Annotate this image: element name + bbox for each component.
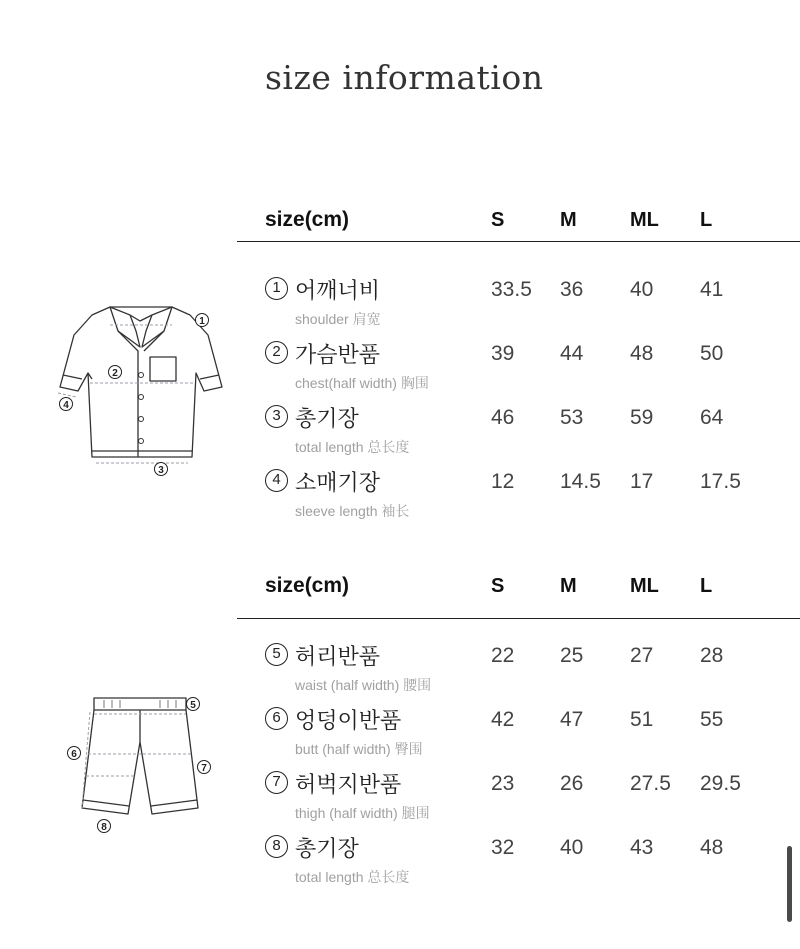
shirt-marker-3-text: 3 xyxy=(158,465,164,476)
measure-sublabel: total length 总长度 xyxy=(295,439,410,455)
value-m: 40 xyxy=(560,836,584,859)
shirt-marker-1 xyxy=(196,314,209,328)
shorts-marker-8-text: 8 xyxy=(101,822,107,833)
value-l: 29.5 xyxy=(700,772,741,795)
header-caption: size(cm) xyxy=(265,574,350,597)
measure-number: 6 xyxy=(265,707,288,730)
measure-label: 허리반품 xyxy=(295,645,381,670)
shirt-marker-4-text: 4 xyxy=(63,400,69,411)
value-ml: 48 xyxy=(630,342,654,365)
value-s: 23 xyxy=(491,772,515,795)
shorts-illustration xyxy=(62,690,222,840)
page-title: size information xyxy=(265,58,544,97)
value-l: 17.5 xyxy=(700,470,741,493)
shirt-illustration xyxy=(52,295,227,480)
measure-label: 엉덩이반품 xyxy=(295,709,402,734)
value-s: 42 xyxy=(491,708,515,731)
col-s: S xyxy=(491,209,505,231)
shorts-marker-6 xyxy=(68,747,81,761)
col-l: L xyxy=(700,575,713,597)
measure-number: 8 xyxy=(265,835,288,858)
shorts-marker-5-text: 5 xyxy=(190,700,196,711)
value-s: 39 xyxy=(491,342,515,365)
col-s: S xyxy=(491,575,505,597)
measure-number: 4 xyxy=(265,469,288,492)
value-m: 25 xyxy=(560,644,584,667)
table-header xyxy=(237,572,800,619)
measure-sublabel: waist (half width) 腰围 xyxy=(295,677,432,693)
shorts-marker-7 xyxy=(198,761,211,775)
shorts-marker-6-text: 6 xyxy=(71,749,77,760)
shorts-marker-8 xyxy=(98,820,111,834)
value-s: 22 xyxy=(491,644,515,667)
table-row xyxy=(237,402,800,462)
measure-number: 2 xyxy=(265,341,288,364)
shorts-size-table xyxy=(237,572,800,892)
measure-label: 소매기장 xyxy=(295,471,381,496)
col-ml: ML xyxy=(630,209,659,231)
value-s: 33.5 xyxy=(491,278,532,301)
scrollbar[interactable] xyxy=(787,846,792,922)
col-ml: ML xyxy=(630,575,659,597)
shirt-marker-3 xyxy=(155,463,168,477)
shirt-marker-2-text: 2 xyxy=(112,368,118,379)
measure-label: 어깨너비 xyxy=(295,279,381,304)
measure-sublabel: thigh (half width) 腿围 xyxy=(295,805,430,821)
value-m: 14.5 xyxy=(560,470,601,493)
value-s: 46 xyxy=(491,406,515,429)
shirt-marker-4 xyxy=(60,398,73,412)
measure-number: 1 xyxy=(265,277,288,300)
shirt-marker-2 xyxy=(109,366,122,380)
value-ml: 17 xyxy=(630,470,654,493)
value-ml: 51 xyxy=(630,708,654,731)
value-ml: 27 xyxy=(630,644,654,667)
value-m: 36 xyxy=(560,278,584,301)
value-l: 55 xyxy=(700,708,724,731)
measure-number: 7 xyxy=(265,771,288,794)
col-m: M xyxy=(560,575,577,597)
value-l: 28 xyxy=(700,644,724,667)
shirt-marker-1-text: 1 xyxy=(199,316,205,327)
measure-label: 허벅지반품 xyxy=(295,773,402,798)
value-m: 26 xyxy=(560,772,584,795)
measure-sublabel: chest(half width) 胸围 xyxy=(295,375,429,391)
shirt-size-table xyxy=(237,206,800,519)
header-caption: size(cm) xyxy=(265,208,350,231)
value-ml: 59 xyxy=(630,406,654,429)
value-ml: 27.5 xyxy=(630,772,671,795)
measure-sublabel: sleeve length 袖长 xyxy=(295,503,410,519)
table-row xyxy=(237,832,800,892)
measure-label: 총기장 xyxy=(295,837,359,862)
measure-number: 3 xyxy=(265,405,288,428)
col-m: M xyxy=(560,209,577,231)
measure-sublabel: shoulder 肩宽 xyxy=(295,311,381,327)
table-row xyxy=(237,768,800,828)
table-row xyxy=(237,704,800,764)
value-m: 44 xyxy=(560,342,584,365)
measure-label: 가슴반품 xyxy=(295,343,381,368)
value-l: 50 xyxy=(700,342,724,365)
measure-sublabel: butt (half width) 臀围 xyxy=(295,741,423,757)
value-ml: 40 xyxy=(630,278,654,301)
measure-label: 총기장 xyxy=(295,407,359,432)
col-l: L xyxy=(700,209,713,231)
table-header xyxy=(237,206,800,242)
value-l: 48 xyxy=(700,836,724,859)
table-row xyxy=(237,466,800,526)
table-row xyxy=(237,640,800,700)
measure-sublabel: total length 总长度 xyxy=(295,869,410,885)
value-s: 32 xyxy=(491,836,515,859)
shorts-marker-7-text: 7 xyxy=(201,763,207,774)
value-ml: 43 xyxy=(630,836,654,859)
value-m: 47 xyxy=(560,708,584,731)
table-row xyxy=(237,338,800,398)
shorts-marker-5 xyxy=(187,698,200,712)
table-row xyxy=(237,274,800,334)
value-m: 53 xyxy=(560,406,584,429)
measure-number: 5 xyxy=(265,643,288,666)
value-s: 12 xyxy=(491,470,515,493)
value-l: 64 xyxy=(700,406,724,429)
value-l: 41 xyxy=(700,278,724,301)
